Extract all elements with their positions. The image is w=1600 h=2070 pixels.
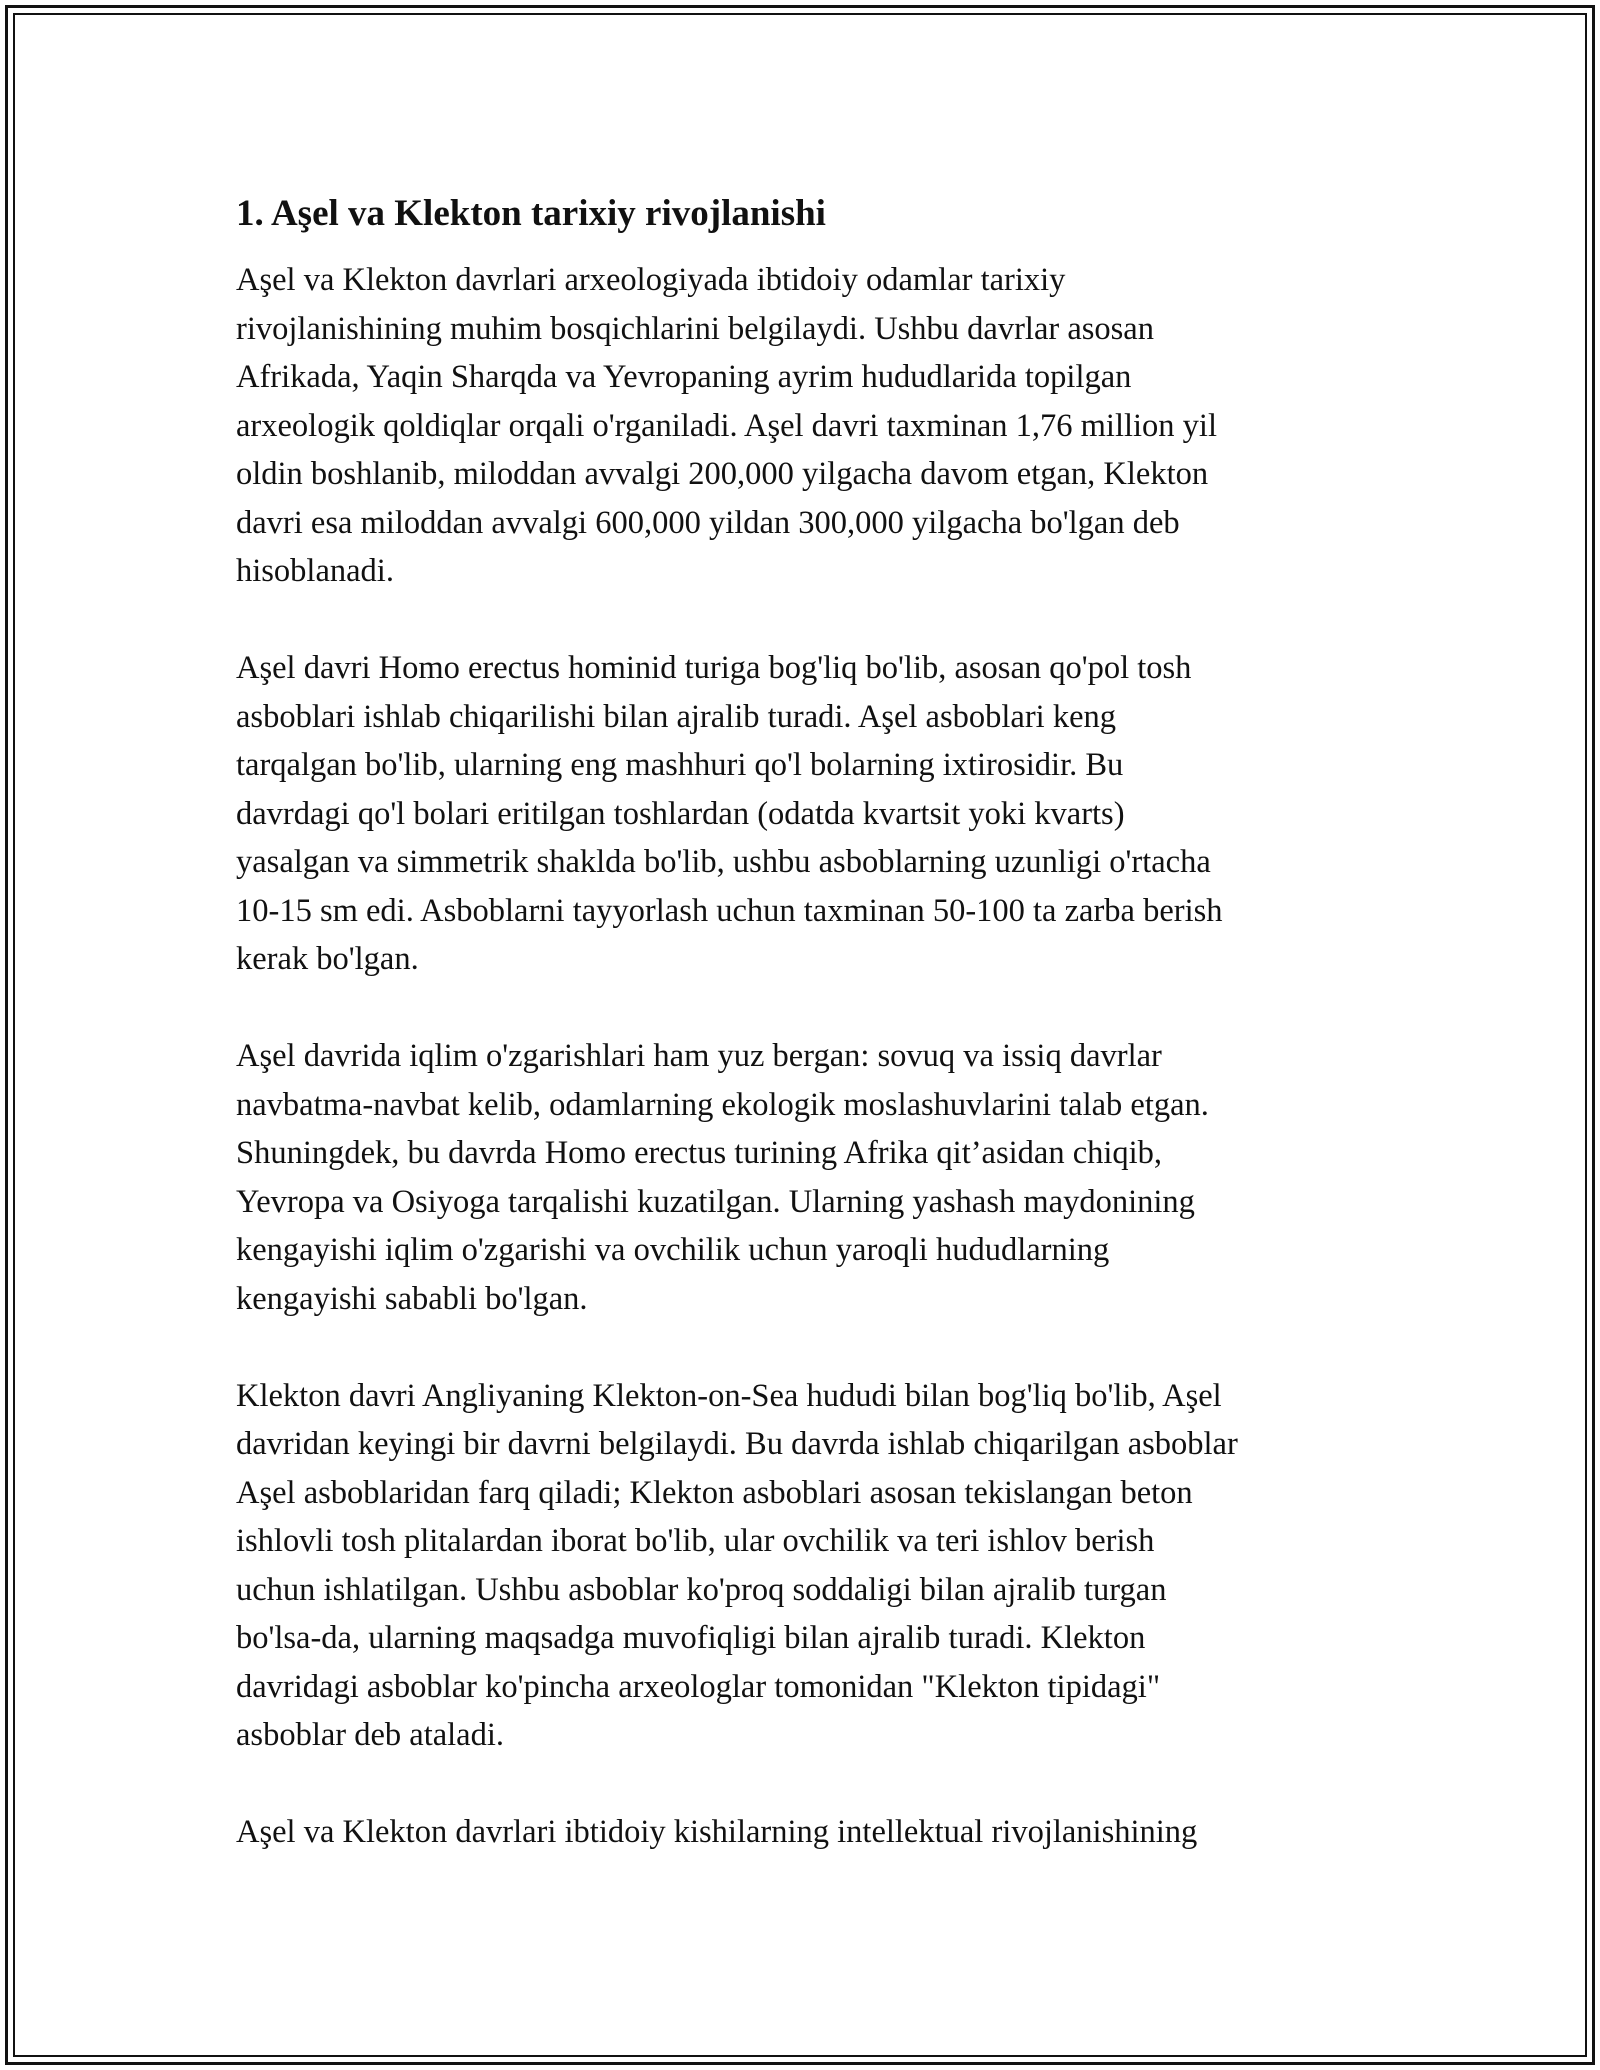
- text-line: davri esa miloddan avvalgi 600,000 yildan 300,000 yilgacha bo'lgan deb: [236, 504, 1180, 541]
- paragraph: [236, 256, 1376, 596]
- text-line: davridan keyingi bir davrni belgilaydi. Bu davrda ishlab chiqarilgan asboblar: [236, 1426, 1238, 1462]
- text-line: Shuningdek, bu davrda Homo erectus turining Afrika qit’asidan chiqib,: [236, 1135, 1163, 1171]
- section-heading: 1. Aşel va Klekton tarixiy rivojlanishi: [236, 193, 826, 234]
- text-line: kengayishi sababli bo'lgan.: [236, 1280, 588, 1317]
- text-line: Aşel davrida iqlim o'zgarishlari ham yuz bergan: sovuq va issiq davrlar: [236, 1038, 1162, 1074]
- document-body: [236, 186, 1376, 1905]
- text-line: Aşel va Klekton davrlari ibtidoiy kishilarning intellektual rivojlanishining: [236, 1814, 1198, 1850]
- text-line: 10-15 sm edi. Asboblarni tayyorlash uchun taxminan 50-100 ta zarba berish: [236, 892, 1223, 929]
- paragraphs-container: [236, 256, 1376, 1857]
- paragraph: [236, 1032, 1376, 1323]
- paragraph: [236, 644, 1376, 984]
- text-line: Klekton davri Angliyaning Klekton-on-Sea hududi bilan bog'liq bo'lib, Aşel: [236, 1377, 1222, 1414]
- text-line: ishlovli tosh plitalardan iborat bo'lib, ular ovchilik va teri ishlov berish: [236, 1523, 1155, 1559]
- text-line: Afrikada, Yaqin Sharqda va Yevropaning ayrim hududlarida topilgan: [236, 359, 1132, 395]
- text-line: davridagi asboblar ko'pincha arxeologlar tomonidan "Klekton tipidagi": [236, 1668, 1161, 1705]
- text-line: Aşel asboblaridan farq qiladi; Klekton asboblari asosan tekislangan beton: [236, 1474, 1193, 1511]
- text-line: Aşel davri Homo erectus hominid turiga bog'liq bo'lib, asosan qo'pol tosh: [236, 650, 1192, 686]
- text-line: arxeologik qoldiqlar orqali o'rganiladi. Aşel davri taxminan 1,76 million yil: [236, 407, 1217, 444]
- text-line: oldin boshlanib, miloddan avvalgi 200,000 yilgacha davom etgan, Klekton: [236, 456, 1209, 492]
- text-line: hisoblanadi.: [236, 553, 394, 589]
- text-line: tarqalgan bo'lib, ularning eng mashhuri qo'l bolarning ixtirosidir. Bu: [236, 747, 1124, 783]
- text-line: davrdagi qo'l bolari eritilgan toshlardan (odatda kvartsit yoki kvarts): [236, 795, 1125, 832]
- text-line: navbatma-navbat kelib, odamlarning ekologik moslashuvlarini talab etgan.: [236, 1086, 1209, 1123]
- text-line: bo'lsa-da, ularning maqsadga muvofiqligi bilan ajralib turadi. Klekton: [236, 1620, 1146, 1656]
- text-line: yasalgan va simmetrik shaklda bo'lib, ushbu asboblarning uzunligi o'rtacha: [236, 844, 1211, 880]
- text-line: asboblar deb ataladi.: [236, 1717, 505, 1753]
- text-line: asboblari ishlab chiqarilishi bilan ajralib turadi. Aşel asboblari keng: [236, 698, 1116, 735]
- text-line: kengayishi iqlim o'zgarishi va ovchilik uchun yaroqli hududlarning: [236, 1232, 1110, 1268]
- paragraph: [236, 1808, 1376, 1857]
- text-line: Yevropa va Osiyoga tarqalishi kuzatilgan. Ularning yashash maydonining: [236, 1183, 1195, 1220]
- paragraph: [236, 1372, 1376, 1760]
- text-line: uchun ishlatilgan. Ushbu asboblar ko'proq soddaligi bilan ajralib turgan: [236, 1571, 1167, 1608]
- text-line: rivojlanishining muhim bosqichlarini belgilaydi. Ushbu davrlar asosan: [236, 310, 1154, 347]
- text-line: kerak bo'lgan.: [236, 941, 419, 977]
- text-line: Aşel va Klekton davrlari arxeologiyada ibtidoiy odamlar tarixiy: [236, 262, 1066, 298]
